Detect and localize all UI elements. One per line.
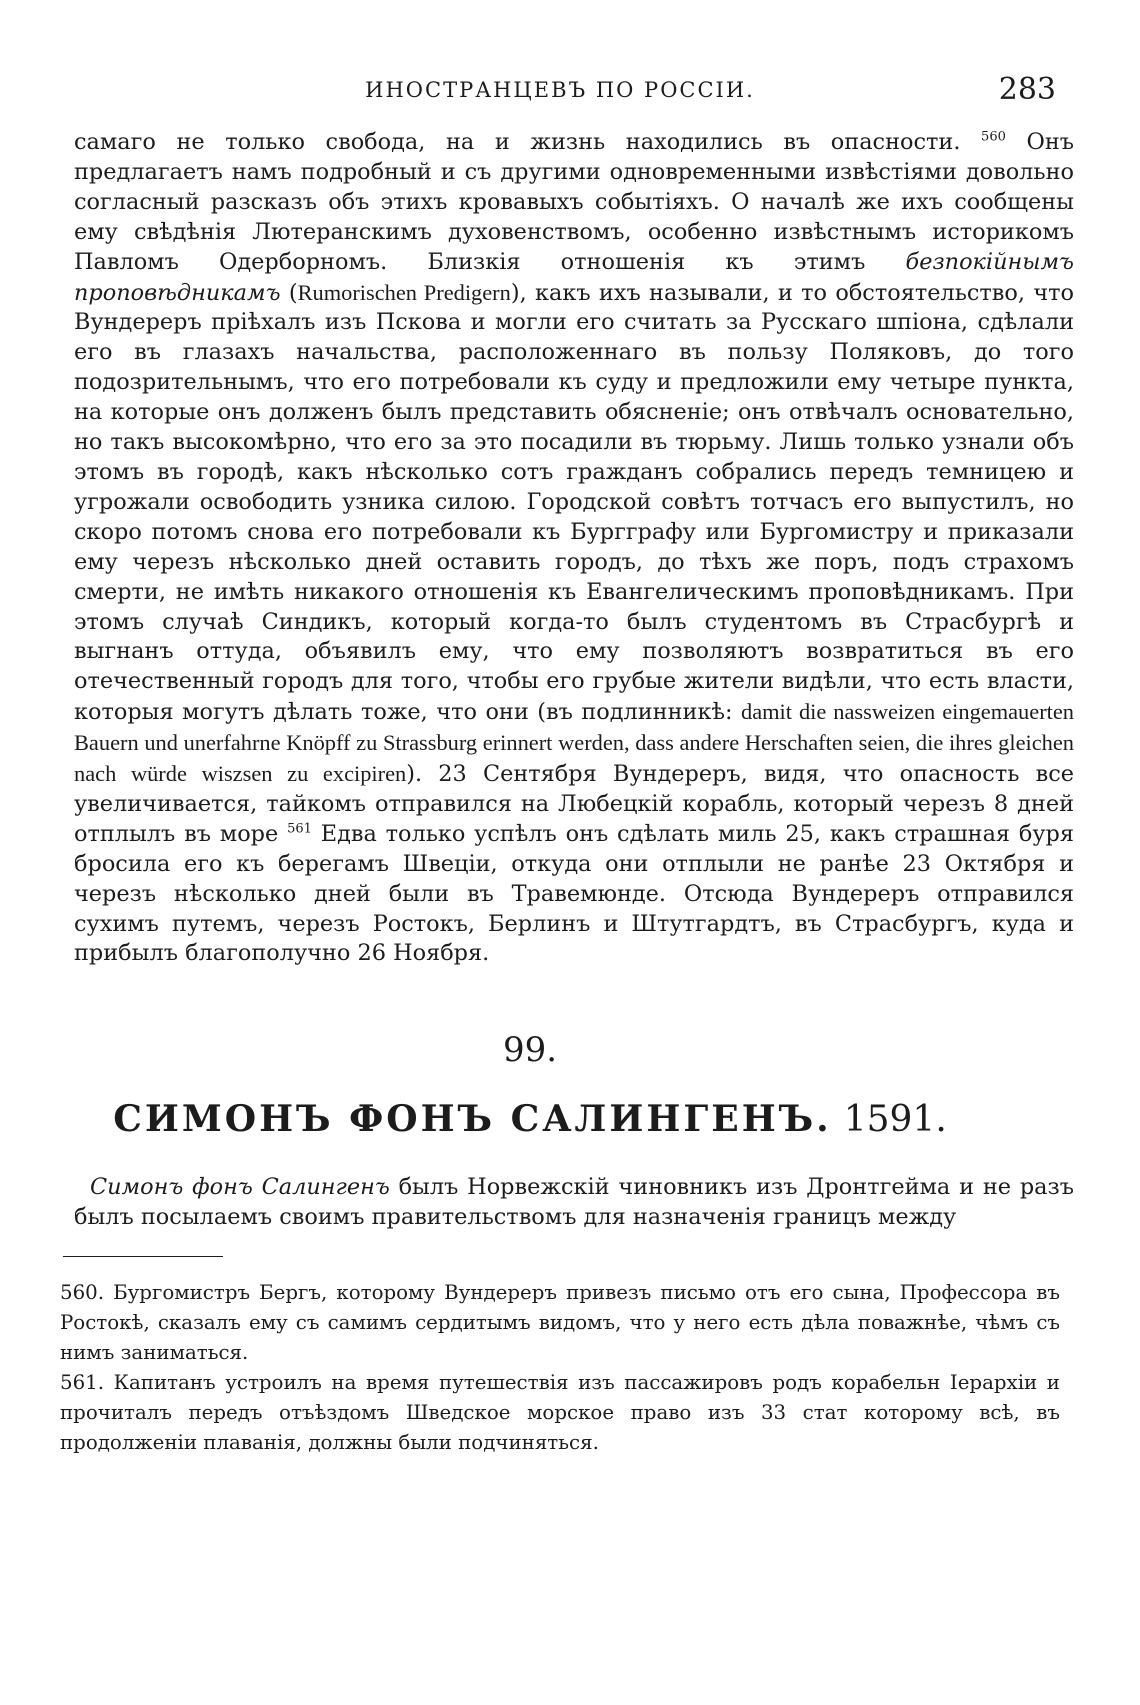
text-run: ), какъ ихъ называли, и то обстоятельство, что Вундереръ пріѣхалъ изъ Пскова и могли его считать за Русскаго шпіона, сдѣлали его въ глазахъ начальства, расположеннаго въ пользу Поляковъ, до того подозрительнымъ, что его потребовали къ суду и предложили ему четыре пункта, на которые онъ долженъ былъ представить обясненіе; онъ отвѣчалъ основательно, но такъ высокомѣрно, что его за это посадили въ тюрьму. Лишь только узнали объ этомъ въ городѣ, какъ нѣсколько сотъ гражданъ собрались передъ темницею и угрожали освободить узника силою. Городской совѣтъ тотчасъ его выпустилъ, но скоро потомъ снова его потребовали къ Бургграфу или Бургомистру и приказали ему черезъ нѣсколько дней оставить городъ, до тѣхъ же поръ, подъ страхомъ смерти, не имѣть никакого отношенія къ Евангелическимъ проповѣдникамъ. При этомъ случаѣ Синдикъ, который когда-то былъ студентомъ въ Страсбургѣ и выгнанъ оттуда, объявилъ ему, что ему позволяютъ возвратиться въ его отечественный городъ для того, чтобы его грубые жители видѣли, что есть власти, которыя могутъ дѣлать тоже, что они (въ подлинникѣ: xyxy=(74,279,1075,726)
chapter-title xyxy=(0,1098,1060,1140)
page-header xyxy=(60,72,1060,112)
footnote-divider xyxy=(63,1256,223,1257)
german-quote: damit die nassweizen eingemauerten Bauern und unerfahrne Knöpff zu Strassburg erinnert werden, dass andere Herschaften seien, die ihres gleichen nach würde wiszsen zu excipiren xyxy=(74,699,1075,787)
italic-name: Симонъ фонъ Салингенъ xyxy=(90,1174,390,1200)
text-run: Онъ предлагаетъ намъ подробный и съ другими одновременными извѣстіями довольно согласный разсказъ объ этихъ кровавыхъ событіяхъ. О началѣ же ихъ сообщены ему свѣдѣнія Лютеранскимъ духовенствомъ, особенно извѣстнымъ историкомъ Павломъ Одерборномъ. Близкія отношенія къ этимъ xyxy=(74,129,1074,275)
footnote-561 xyxy=(60,1368,1060,1458)
german-quote: Rumorischen Predigern xyxy=(297,279,511,305)
footnotes xyxy=(60,1278,1060,1458)
footnote-560 xyxy=(60,1278,1060,1368)
text-run: самаго не только свобода, на и жизнь находились въ опасности. xyxy=(74,129,961,155)
main-paragraph xyxy=(74,128,1074,969)
footnote-ref-561: 561 xyxy=(287,821,312,837)
page-number: 283 xyxy=(998,72,1056,107)
footnote-ref-560: 560 xyxy=(981,129,1006,145)
intro-paragraph xyxy=(74,1172,1074,1232)
footnote-text: Капитанъ устроилъ на время путешествія изъ пассажировъ родъ корабельн Іерархіи и прочиталъ передъ отъѣздомъ Шведское морское право изъ 33 стат которому всѣ, въ продолженіи плаванія, должны были подчиняться. xyxy=(60,1371,1060,1454)
paragraph-body xyxy=(74,128,1074,969)
text-run: ). 23 Сентября Вундереръ, видя, что опасность все увеличивается, тайкомъ отправился на Любецкій корабль, который черезъ 8 дней отплылъ въ море xyxy=(74,761,1074,847)
chapter-title-name: СИМОНЪ ФОНЪ САЛИНГЕНЪ. xyxy=(113,1098,832,1140)
footnote-number: 560. xyxy=(60,1281,105,1304)
text-run: ( xyxy=(288,279,298,306)
running-title: ИНОСТРАНЦЕВЪ ПО РОССІИ. xyxy=(365,78,755,102)
chapter-title-year: 1591. xyxy=(843,1099,947,1140)
text-run: Едва только успѣлъ онъ сдѣлать миль 25, какъ страшная буря бросила его къ берегамъ Швеціи, откуда они отплыли не ранѣе 23 Октября и черезъ нѣсколько дней были въ Травемюнде. Отсюда Вундереръ отправился сухимъ путемъ, черезъ Ростокъ, Берлинъ и Штутгардтъ, въ Страсбургъ, куда и прибылъ благополучно 26 Ноября. xyxy=(74,820,1074,967)
italic-phrase: безпокійнымъ проповѣдникамъ xyxy=(74,248,1074,306)
text-run: былъ Норвежскій чиновникъ изъ Дронтгейма и не разъ былъ посылаемъ своимъ правительствомъ для назначенія границъ между xyxy=(74,1174,1074,1230)
footnote-number: 561. xyxy=(60,1371,105,1394)
paragraph-intro xyxy=(74,1172,1074,1232)
section-number: 99. xyxy=(502,1030,558,1070)
footnote-text: Бургомистръ Бергъ, которому Вундереръ привезъ письмо отъ его сына, Профессора въ Ростокѣ, сказалъ ему съ самимъ сердитымъ видомъ, что у него есть дѣла поважнѣе, чѣмъ съ нимъ заниматься. xyxy=(60,1281,1060,1364)
